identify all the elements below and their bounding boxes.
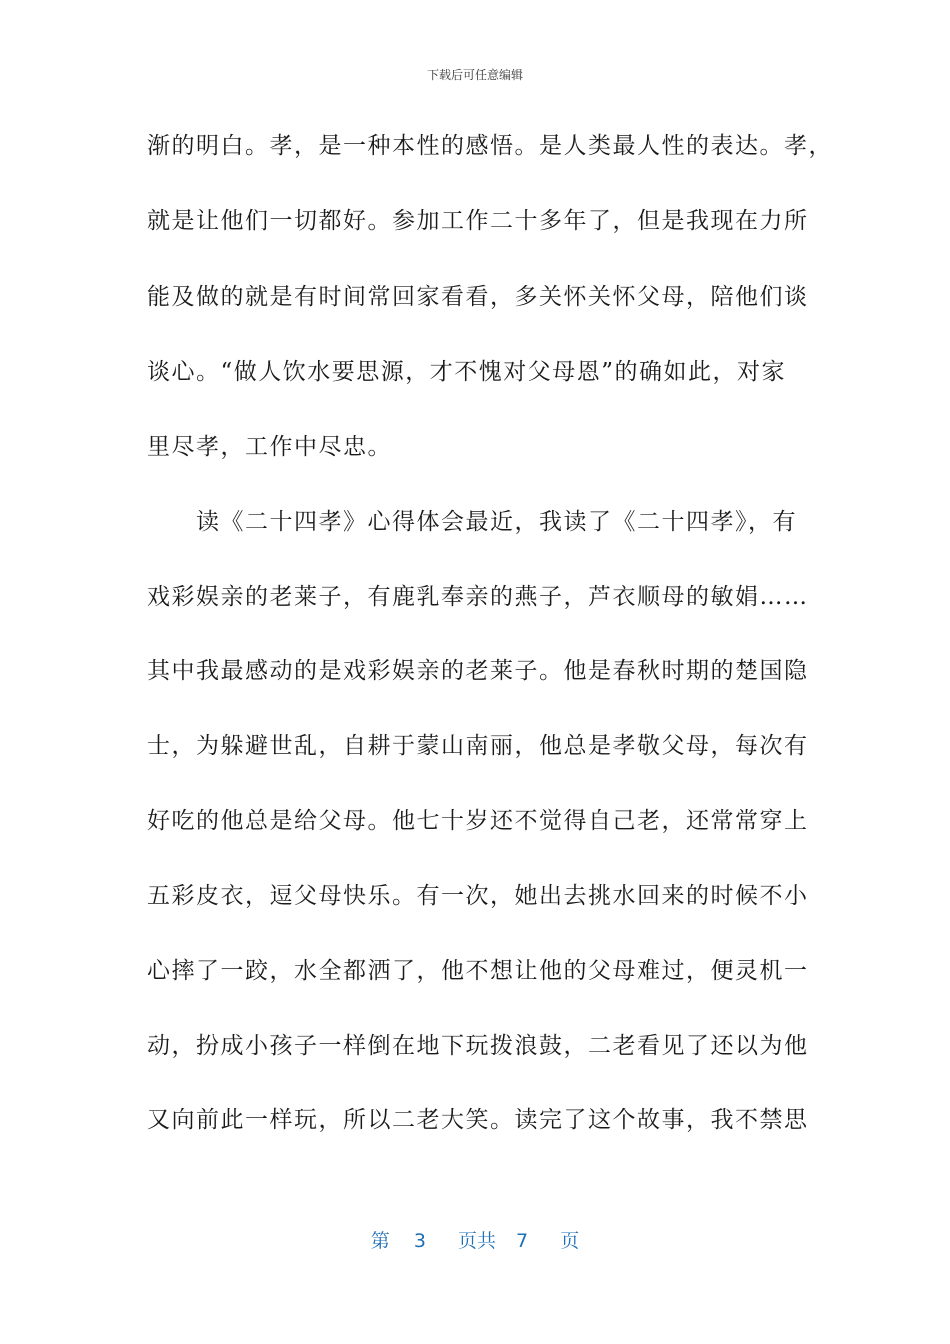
- text-line: 读《二十四孝》心得体会最近，我读了《二十四孝》，有: [147, 509, 797, 535]
- total-pages-number: 7: [516, 1230, 529, 1252]
- text-line: 五彩皮衣，逗父母快乐。有一次，她出去挑水回来的时候不小: [147, 883, 809, 909]
- page-label-mid: 页共: [457, 1230, 496, 1252]
- text-line: 动，扮成小孩子一样倒在地下玩拨浪鼓，二老看见了还以为他: [147, 1033, 809, 1059]
- text-line: 就是让他们一切都好。参加工作二十多年了，但是我现在力所: [147, 208, 809, 234]
- text-line: 又向前此一样玩，所以二老大笑。读完了这个故事，我不禁思: [147, 1107, 809, 1133]
- header-note: 下载后可任意编辑: [426, 68, 523, 82]
- page-footer: [0, 1226, 950, 1253]
- text-line: 渐的明白。孝，是一种本性的感悟。是人类最人性的表达。孝，: [147, 133, 833, 159]
- text-line: 心摔了一跤，水全都洒了，他不想让他的父母难过，便灵机一: [147, 958, 809, 984]
- text-line: 谈心。“做人饮水要思源，才不愧对父母恩”的确如此，对家: [147, 359, 787, 385]
- text-line: 能及做的就是有时间常回家看看，多关怀关怀父母，陪他们谈: [147, 284, 809, 310]
- text-line: 戏彩娱亲的老莱子，有鹿乳奉亲的燕子，芦衣顺母的敏娟……: [147, 584, 809, 610]
- page-label-suffix: 页: [560, 1230, 580, 1252]
- text-line: 好吃的他总是给父母。他七十岁还不觉得自己老，还常常穿上: [147, 808, 809, 834]
- text-line: 其中我最感动的是戏彩娱亲的老莱子。他是春秋时期的楚国隐: [147, 658, 809, 684]
- current-page-number: 3: [413, 1230, 426, 1252]
- text-line: 士，为躲避世乱，自耕于蒙山南丽，他总是孝敬父母，每次有: [147, 733, 809, 759]
- page-label-prefix: 第: [370, 1230, 390, 1252]
- text-line: 里尽孝，工作中尽忠。: [147, 434, 392, 460]
